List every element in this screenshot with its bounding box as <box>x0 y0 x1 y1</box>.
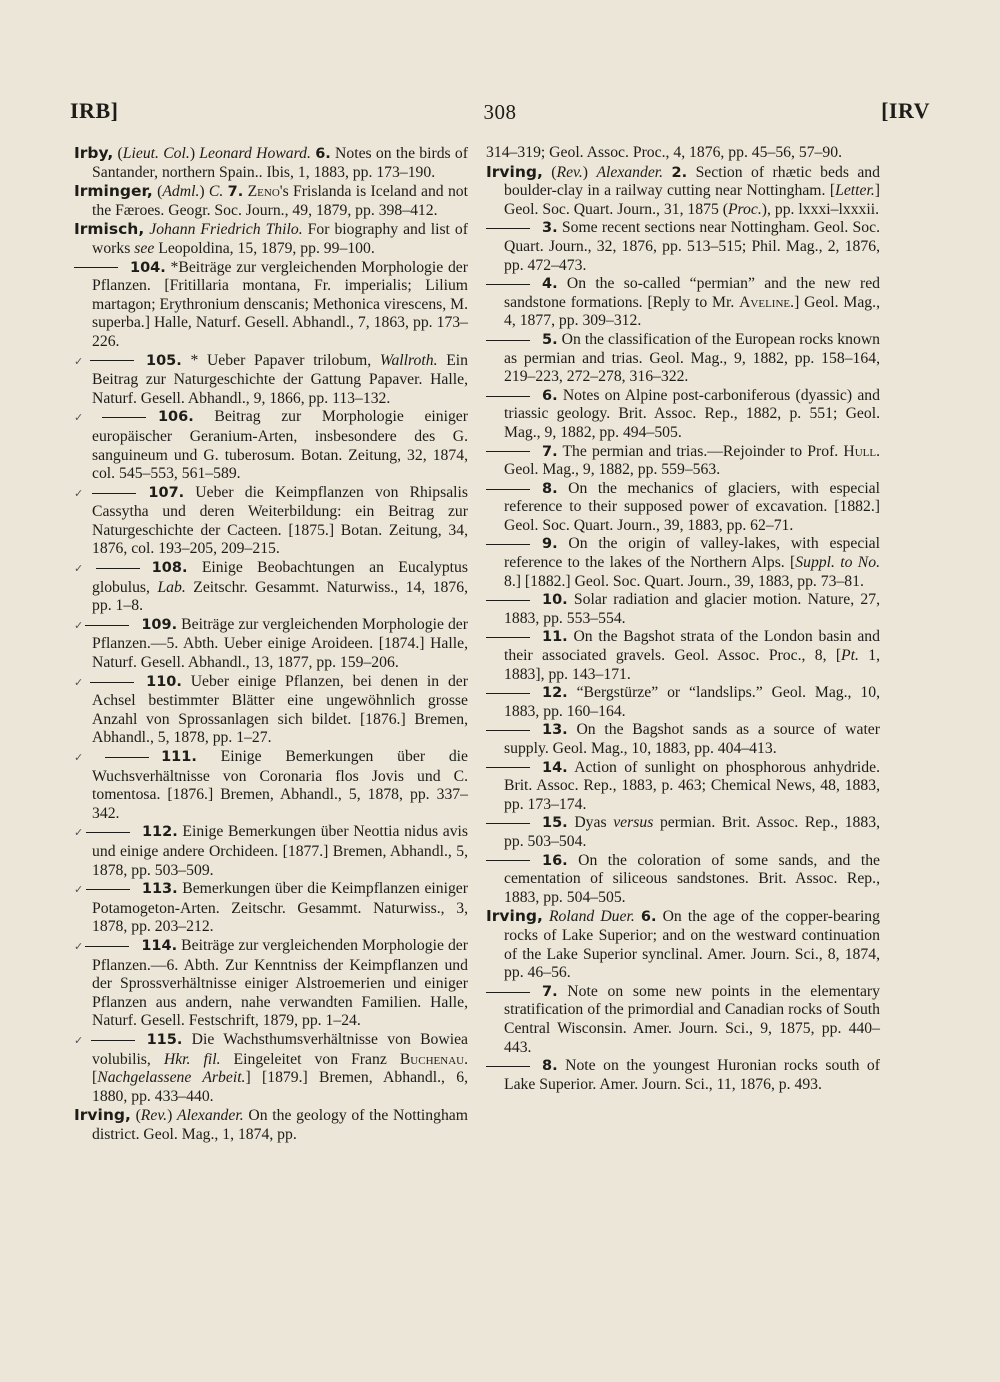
entry-number: 13. <box>542 722 568 739</box>
ditto-dash <box>486 284 530 285</box>
entry-text: 1, 1883], pp. 143–171. <box>504 647 881 683</box>
ditto-dash <box>486 489 530 490</box>
check-mark: ✓ <box>74 354 88 368</box>
check-mark: ✓ <box>74 751 104 764</box>
bibliography-entry <box>74 616 468 673</box>
entry-text: ( <box>542 163 557 181</box>
ditto-dash <box>86 832 130 833</box>
bibliography-entry <box>74 1031 468 1106</box>
entry-text: On the Bagshot sands as a source of water supply. Geol. Mag., 10, 1883, pp. 404–413. <box>504 721 880 757</box>
entry-text: ( <box>130 1107 141 1125</box>
italic-text: versus <box>613 814 654 832</box>
ditto-dash <box>486 693 530 694</box>
entry-text: Ein Beitrag zur Naturgeschichte der Gattung Papaver. Halle, Naturf. Gesell. Abhandl., 9, 1866, pp. 113–132. <box>92 351 468 407</box>
italic-text: Rev. <box>556 163 583 181</box>
bibliography-entry <box>486 219 880 275</box>
entry-text: Notes on the birds of Santander, northern Spain.. Ibis, 1, 1883, pp. 173–190. <box>92 145 468 181</box>
entry-text: Die Wachsthumsverhältnisse von Bowiea volubilis, <box>92 1030 468 1068</box>
bibliography-entry <box>486 721 880 758</box>
entry-text: Beitrag zur Morphologie einiger europäischer Geranium-Arten, insbesondere des G. sanguineum und G. tuberosum. Botan. Zeitung, 32, 1874, col. 545–553, 561–589. <box>92 408 468 483</box>
bibliography-entry <box>486 275 880 331</box>
small-caps-name: Zeno <box>247 183 280 201</box>
entry-number: 9. <box>542 536 558 553</box>
ditto-dash <box>486 228 530 229</box>
entry-text: Zeitschr. Gesammt. Naturwiss., 14, 1876, pp. 1–8. <box>92 578 468 615</box>
check-mark: ✓ <box>74 939 84 953</box>
running-head-left: IRB] <box>70 98 119 123</box>
entry-number: 14. <box>542 759 568 776</box>
bibliography-entry <box>74 182 468 220</box>
entry-text: ] Geol. Soc. Quart. Journ., 31, 1875 ( <box>504 182 880 218</box>
entry-text: ( <box>152 183 163 201</box>
entry-text: Eingeleitet von Franz <box>220 1050 400 1068</box>
ditto-dash <box>91 1040 135 1041</box>
bibliography-entry <box>486 591 880 628</box>
entry-number: 11. <box>542 629 568 646</box>
entry-text: ] Geol. Mag., 4, 1877, pp. 309–312. <box>504 293 880 330</box>
author-name: Irving, <box>486 162 543 181</box>
entry-text: Ueber einige Pflanzen, bei denen in der Achsel bestimmter Blätter eine ungewöhnlich grosse Anzahl von Sprossanlagen sich bildet. [1876.] Bremen, Abhandl., 5, 1878, pp. 1–27. <box>92 672 468 747</box>
entry-number: 15. <box>542 815 568 832</box>
entry-number: 106. <box>157 409 194 426</box>
ditto-dash <box>85 625 129 626</box>
entry-text: Einige Beobachtungen an Eucalyptus globulus, <box>92 559 468 596</box>
bibliography-entry <box>486 814 880 851</box>
entry-text: On the geology of the Nottingham district. Geol. Mag., 1, 1874, pp. <box>92 1107 468 1143</box>
bibliography-entry <box>74 823 468 880</box>
bibliography-entry <box>486 163 880 220</box>
italic-text: Adml. <box>162 183 200 201</box>
small-caps-name: Aveline. <box>739 293 795 311</box>
italic-text: Proc. <box>727 200 762 218</box>
entry-text: Dyas <box>567 814 614 832</box>
bibliography-entry <box>74 408 468 483</box>
entry-number: 3. <box>542 220 558 237</box>
ditto-dash <box>85 946 129 947</box>
right-column <box>486 144 880 1094</box>
entry-text: * Ueber Papaver trilobum, <box>181 351 380 369</box>
entry-text: On the mechanics of glaciers, with especial reference to their supposed power of excavation. [1882.] Geol. Soc. Quart. Journ., 39, 1883, pp. 62–71. <box>504 479 880 534</box>
entry-text: Leopoldina, 15, 1879, pp. 99–100. <box>154 239 375 257</box>
bibliography-entry <box>486 480 880 536</box>
ditto-dash <box>102 417 146 418</box>
entry-text: [ <box>92 1069 98 1087</box>
entry-text: On the origin of valley-lakes, with especial reference to the lakes of the Northern Alps. [ <box>504 535 880 572</box>
check-mark: ✓ <box>74 618 84 632</box>
left-column <box>74 144 468 1144</box>
check-mark: ✓ <box>74 1033 89 1047</box>
entry-text: On the classification of the European rocks known as permian and trias. Geol. Mag., 9, 1882, pp. 158–164, 219–223, 272–278, 316–322. <box>504 330 880 386</box>
running-head-right: [IRV <box>881 98 930 123</box>
italic-text: Suppl. to No. <box>795 554 880 572</box>
check-mark: ✓ <box>74 486 91 500</box>
entry-text: On the age of the copper-bearing rocks of Lake Superior; and on the westward continuation of the Lake Superior synclinal. Amer. Journ. Sci., 8, 1874, pp. 46–56. <box>504 908 880 982</box>
italic-text: Rev. <box>140 1107 168 1125</box>
entry-number: 4. <box>542 276 558 293</box>
entry-text: On the so-called “permian” and the new red sandstone formations. [Reply to Mr. <box>504 275 880 311</box>
ditto-dash <box>486 637 530 638</box>
ditto-dash <box>486 860 530 861</box>
entry-text: Beiträge zur vergleichenden Morphologie der Pflanzen.—6. Abth. Zur Kenntniss der Keimpflanzen und der Sprossverhältnisse einiger Alstroemerien und einiger Pflanzen aus andern, nahe verwandten Familien. Halle, Naturf. Gesell. Festschrift, 1879, pp. 1–24. <box>92 936 468 1030</box>
bibliography-entry <box>486 684 880 721</box>
entry-text: Action of sunlight on phosphorous anhydride. Brit. Assoc. Rep., 1883, p. 463; Chemical News, 48, 1883, pp. 173–174. <box>504 758 880 813</box>
entry-number: 6. <box>542 387 558 404</box>
ditto-dash <box>96 568 140 569</box>
italic-text: Lieut. Col. <box>122 145 190 162</box>
small-caps-name: Hull. <box>843 442 880 460</box>
entry-number: 12. <box>542 685 568 702</box>
bibliography-entry <box>74 484 468 559</box>
entry-text: ) <box>167 1107 177 1125</box>
entry-number: 7. <box>542 443 558 460</box>
entry-number: 112. <box>141 824 178 841</box>
entry-number: 111. <box>161 749 197 765</box>
bibliography-entry <box>486 852 880 908</box>
ditto-dash <box>86 889 130 890</box>
check-mark: ✓ <box>74 411 100 425</box>
entry-number: 8. <box>542 480 558 497</box>
author-name: Irving, <box>486 907 543 926</box>
entry-text <box>663 164 671 181</box>
italic-text: Alexander. <box>596 163 664 181</box>
entry-text: Some recent sections near Nottingham. Geol. Soc. Quart. Journ., 32, 1876, pp. 513–515; Phil. Mag., 2, 1876, pp. 472–473. <box>504 219 880 274</box>
ditto-dash <box>486 600 530 601</box>
italic-text: Alexander. <box>177 1107 244 1125</box>
ditto-dash <box>486 730 530 731</box>
entry-text: Note on the youngest Huronian rocks south of Lake Superior. Amer. Journ. Sci., 11, 1876, p. 493. <box>504 1057 880 1093</box>
entry-text: Beiträge zur vergleichenden Morphologie der Pflanzen.—5. Abth. Ueber einige Aroideen. [1874.] Halle, Naturf. Gesell. Abhandl., 13, 1877, pp. 159–206. <box>92 615 468 672</box>
bibliography-entry <box>486 628 880 684</box>
entry-number: 115. <box>146 1031 183 1048</box>
italic-text: Leonard Howard. <box>199 145 311 162</box>
bibliography-entry <box>74 748 468 823</box>
entry-number: 2. <box>671 164 688 181</box>
page-number: 308 <box>483 100 517 124</box>
entry-text: The permian and trias.—Rejoinder to Prof. <box>557 442 844 460</box>
entry-text: ] [1879.] Bremen, Abhandl., 6, 1880, pp. 433–440. <box>92 1069 468 1105</box>
italic-text: Letter. <box>835 182 875 200</box>
entry-number: 5. <box>542 331 558 348</box>
entry-number: 16. <box>542 852 568 869</box>
ditto-dash <box>105 757 149 758</box>
ditto-dash <box>486 992 530 993</box>
bibliography-entry <box>486 1057 880 1094</box>
bibliography-entry <box>74 937 468 1031</box>
entry-number: 108. <box>151 560 188 577</box>
entry-text: 8.] [1882.] Geol. Soc. Quart. Journ., 39, 1883, pp. 73–81. <box>504 572 864 590</box>
check-mark: ✓ <box>74 675 89 689</box>
bibliography-entry <box>486 331 880 387</box>
bibliography-entry <box>486 144 880 163</box>
ditto-dash <box>486 396 530 397</box>
ditto-dash <box>92 493 136 494</box>
entry-text: ) <box>199 183 209 201</box>
entry-number: 7. <box>542 983 558 1000</box>
entry-text: 314–319; Geol. Assoc. Proc., 4, 1876, pp. 45–56, 57–90. <box>486 144 843 161</box>
entry-text: For biography and list of works <box>92 221 468 257</box>
entry-text: Solar radiation and glacier motion. Nature, 27, 1883, pp. 553–554. <box>504 591 880 627</box>
bibliography-entry <box>74 220 468 258</box>
ditto-dash <box>486 340 530 341</box>
entry-number: 104. <box>130 259 166 276</box>
entry-text: Note on some new points in the elementary stratification of the primordial and Canadian rocks of South Central Wisconsin. Amer. Journ. Sci., 9, 1875, pp. 440–443. <box>504 982 880 1056</box>
entry-text: Einige Bemerkungen über die Wuchsverhältnisse von Coronaria flos Jovis und C. tomentosa. [1876.] Bremen, Abhandl., 5, 1878, pp. 337–342. <box>92 748 468 822</box>
bibliography-entry <box>486 983 880 1057</box>
entry-text: *Beiträge zur vergleichenden Morphologie der Pflanzen. [Fritillaria montana, Fr. imperialis; Lilium martagon; Erythronium denscanis; Methonica virescens, M. superba.] Halle, Naturf. Gesell. Abhandl., 7, 1863, pp. 173–226. <box>92 258 468 350</box>
entry-text: permian. Brit. Assoc. Rep., 1883, pp. 503–504. <box>504 814 880 850</box>
italic-text: Nachgelassene Arbeit. <box>97 1069 246 1087</box>
bibliography-entry <box>486 759 880 815</box>
entry-text: On the coloration of some sands, and the cementation of siliceous sandstones. Brit. Assoc. Rep., 1883, pp. 504–505. <box>504 851 880 906</box>
entry-text: Notes on Alpine post-carboniferous (dyassic) and triassic geology. Brit. Assoc. Rep., 1882, p. 551; Geol. Mag., 9, 1882, pp. 494–505. <box>504 386 880 441</box>
ditto-dash <box>74 267 118 268</box>
check-mark: ✓ <box>74 562 94 576</box>
bibliography-entry <box>486 387 880 443</box>
author-name: Irving, <box>74 1106 131 1125</box>
bibliography-entry <box>74 352 468 409</box>
author-name: Irmisch, <box>74 220 145 239</box>
entry-number: 8. <box>542 1058 558 1075</box>
ditto-dash <box>486 1066 530 1067</box>
entry-text: ( <box>113 145 123 162</box>
entry-text: ) <box>582 163 597 181</box>
entry-number: 6. <box>315 146 331 162</box>
entry-text: “Bergstürze” or “landslips.” Geol. Mag., 10, 1883, pp. 160–164. <box>504 684 880 720</box>
entry-number: 107. <box>148 484 185 501</box>
entry-number: 114. <box>141 937 178 954</box>
italic-text: see <box>134 239 155 257</box>
bibliography-entry <box>486 443 880 480</box>
entry-text: Bemerkungen über die Keimpflanzen einiger Potamogeton-Arten. Zeitschr. Gesammt. Naturwiss., 3, 1878, pp. 203–212. <box>92 880 468 936</box>
bibliography-entry <box>74 880 468 937</box>
entry-text: ), pp. lxxxi–lxxxii. <box>761 200 880 218</box>
italic-text: Roland Duer. <box>548 908 635 926</box>
entry-text: On the Bagshot strata of the London basin and their associated gravels. Geol. Assoc. Proc., 8, [ <box>504 628 880 665</box>
author-name: Irminger, <box>74 182 153 201</box>
ditto-dash <box>486 823 530 824</box>
entry-text: Section of rhætic beds and boulder-clay in a railway cutting near Nottingham. [ <box>504 163 880 200</box>
entry-number: 7. <box>227 184 244 201</box>
italic-text: Wallroth. <box>379 351 438 369</box>
entry-number: 10. <box>542 592 568 609</box>
italic-text: C. <box>208 183 224 201</box>
ditto-dash <box>90 682 134 683</box>
bibliography-entry <box>74 1106 468 1144</box>
italic-text: Hkr. fil. <box>163 1050 221 1068</box>
bibliography-entry <box>486 535 880 591</box>
bibliography-entry <box>74 673 468 748</box>
entry-text: Ueber die Keimpflanzen von Rhipsalis Cassytha und deren Weiterbildung: ein Beitrag zur Naturgeschichte der Cacteen. [1875.] Botan. Zeitung, 34, 1876, col. 193–205, 209–215. <box>92 483 468 558</box>
check-mark: ✓ <box>74 826 84 840</box>
bibliography-entry <box>74 259 468 352</box>
entry-text: Einige Bemerkungen über Neottia nidus avis und einige andere Orchideen. [1877.] Bremen, Abhandl., 5, 1878, pp. 503–509. <box>92 823 469 879</box>
author-name: Irby, <box>74 144 114 162</box>
bibliography-entry <box>74 559 468 616</box>
entry-text: Geol. Mag., 9, 1882, pp. 559–563. <box>504 461 721 479</box>
italic-text: Lab. <box>157 578 186 596</box>
entry-number: 113. <box>141 881 178 898</box>
entry-number: 109. <box>141 616 178 633</box>
entry-number: 105. <box>145 352 182 369</box>
check-mark: ✓ <box>74 883 84 897</box>
italic-text: Pt. <box>841 647 859 665</box>
italic-text: Johann Friedrich Thilo. <box>149 221 303 239</box>
entry-number: 110. <box>146 673 182 690</box>
entry-number: 6. <box>640 909 657 926</box>
ditto-dash <box>486 544 530 545</box>
ditto-dash <box>486 767 530 768</box>
bibliography-entry <box>486 907 880 982</box>
small-caps-name: Buchenau. <box>399 1050 469 1068</box>
ditto-dash <box>90 360 134 361</box>
ditto-dash <box>486 451 530 452</box>
bibliography-entry <box>74 144 468 182</box>
entry-text: 's Frislanda is Iceland and not the Færoes. Geogr. Soc. Journ., 49, 1879, pp. 398–412. <box>92 183 469 219</box>
entry-text: ) <box>189 145 200 162</box>
